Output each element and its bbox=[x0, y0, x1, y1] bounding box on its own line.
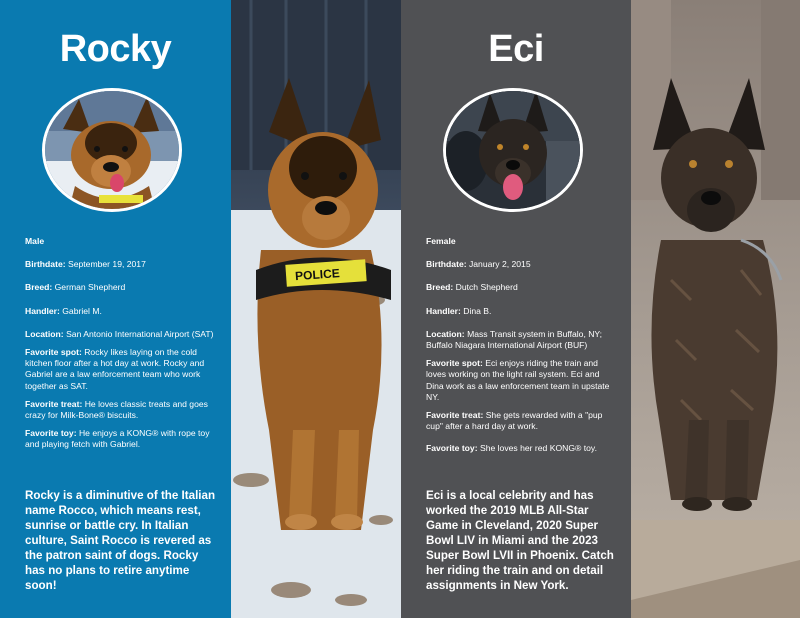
eci-sex: Female bbox=[426, 236, 456, 246]
rocky-photo bbox=[231, 0, 401, 618]
rocky-location: San Antonio International Airport (SAT) bbox=[66, 328, 214, 339]
rocky-handler-label: Handler: bbox=[25, 305, 60, 316]
eci-info-panel bbox=[401, 0, 631, 618]
eci-birthdate-label: Birthdate: bbox=[426, 259, 467, 270]
rocky-location-label: Location: bbox=[25, 328, 64, 339]
rocky-breed: German Shepherd bbox=[54, 282, 126, 293]
eci-name: Eci bbox=[488, 28, 544, 70]
eci-treat-label: Favorite treat: bbox=[426, 410, 484, 421]
rocky-portrait bbox=[42, 88, 182, 212]
rocky-breed-label: Breed: bbox=[25, 282, 53, 293]
rocky-toy-label: Favorite toy: bbox=[25, 428, 77, 439]
eci-blurb: Eci is a local celebrity and has worked the 2019 MLB All-Star Game in Cleveland, 2020 Super Bowl LIV in Miami and the 2023 Super Bowl LVII in Phoenix. Catch her riding the train and on detail assignments in New York. bbox=[426, 489, 614, 592]
rocky-details bbox=[25, 236, 215, 458]
eci-birthdate: January 2, 2015 bbox=[468, 259, 531, 270]
eci-portrait bbox=[443, 88, 583, 212]
rocky-toy: He enjoys a KONG® with rope toy and playing fetch with Gabriel. bbox=[25, 428, 210, 450]
rocky-info-panel bbox=[0, 0, 231, 618]
eci-photo bbox=[631, 0, 800, 618]
rocky-blurb: Rocky is a diminutive of the Italian name Rocco, which means rest, sunrise or battle cry. In Italian culture, Saint Rocco is revered as the patron saint of dogs. Rocky has no plans to retire anytime soon! bbox=[25, 489, 216, 592]
eci-toy: She loves her red KONG® toy. bbox=[479, 443, 597, 454]
rocky-sex: Male bbox=[25, 236, 45, 246]
rocky-spot-label: Favorite spot: bbox=[25, 347, 82, 358]
rocky-spot: Rocky likes laying on the cold kitchen floor after a hot day at work. Rocky and Gabriel are a law enforcement team who work together as SAT. bbox=[25, 347, 205, 391]
eci-location: Mass Transit system in Buffalo, NY; Buffalo Niagara International Airport (BUF) bbox=[426, 328, 602, 351]
rocky-birthdate: September 19, 2017 bbox=[67, 259, 146, 270]
eci-toy-label: Favorite toy: bbox=[426, 443, 478, 454]
eci-spot-label: Favorite spot: bbox=[426, 358, 483, 369]
eci-handler: Dina B. bbox=[463, 305, 492, 316]
rocky-name: Rocky bbox=[59, 28, 172, 70]
eci-details bbox=[426, 236, 616, 462]
rocky-birthdate-label: Birthdate: bbox=[25, 259, 66, 270]
rocky-harness-label: POLICE bbox=[294, 266, 341, 284]
rocky-treat: He loves classic treats and goes crazy for Milk-Bone® biscuits. bbox=[25, 398, 208, 421]
eci-breed-label: Breed: bbox=[426, 282, 454, 293]
eci-handler-label: Handler: bbox=[426, 305, 461, 316]
eci-location-label: Location: bbox=[426, 328, 465, 339]
rocky-handler: Gabriel M. bbox=[62, 305, 102, 316]
eci-treat: She gets rewarded with a "pup cup" after a hard day at work. bbox=[426, 410, 603, 432]
eci-spot: Eci enjoys riding the train and loves working on the light rail system. Eci and Dina work as a law enforcement team in upstate NY. bbox=[426, 358, 610, 402]
eci-breed: Dutch Shepherd bbox=[455, 282, 518, 293]
rocky-treat-label: Favorite treat: bbox=[25, 398, 83, 409]
